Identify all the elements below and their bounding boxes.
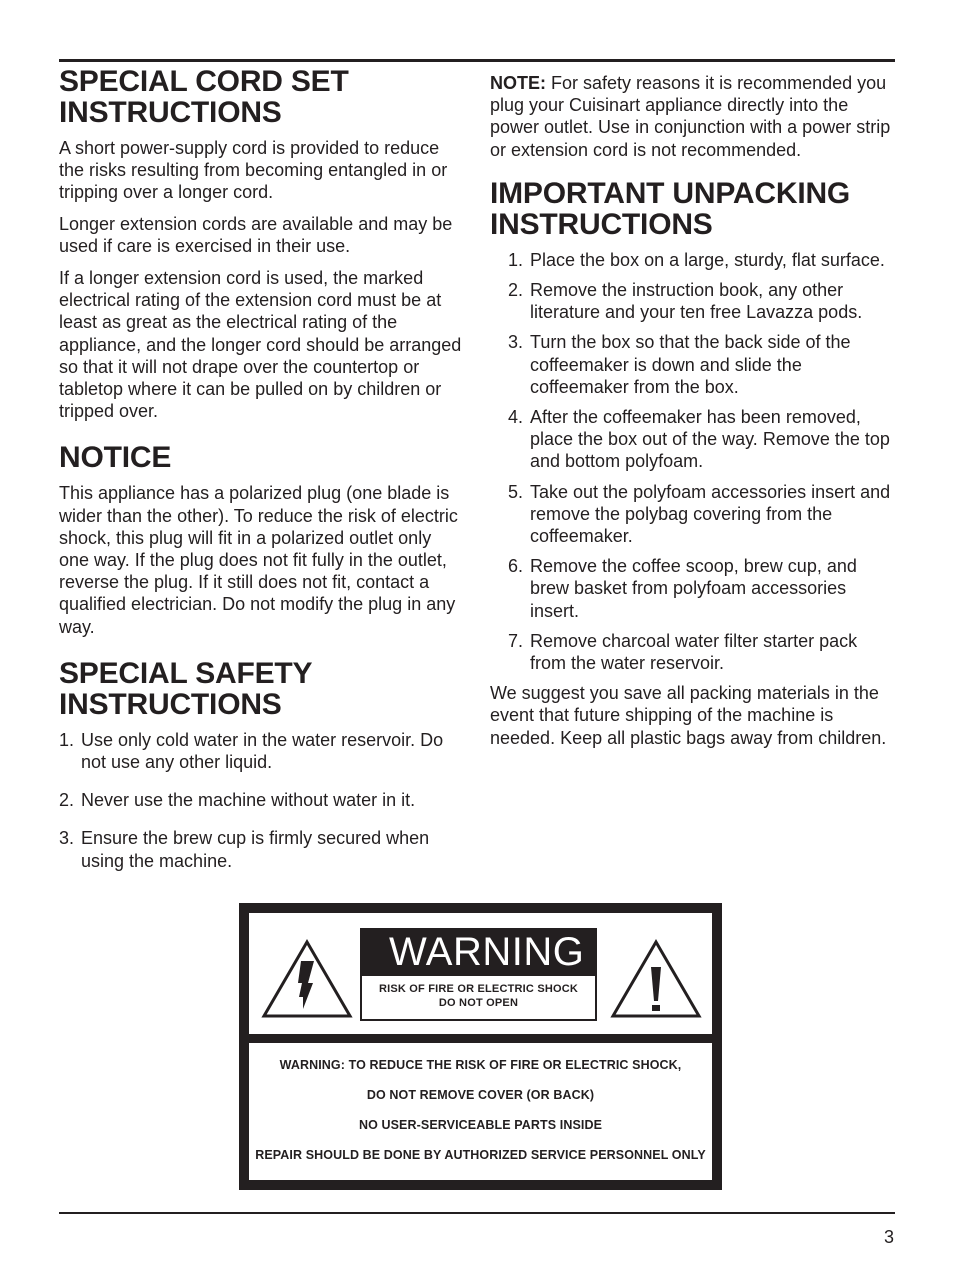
item-number: 2. — [59, 790, 75, 811]
safety-list — [59, 729, 464, 872]
notice-heading: NOTICE — [59, 441, 172, 475]
cord-heading: SPECIAL CORD SET INSTRUCTIONS — [59, 65, 349, 129]
item-text: Remove the instruction book, any other literature and your ten free Lavazza pods. — [530, 280, 863, 323]
cord-section — [59, 66, 464, 422]
item-number: 3. — [508, 332, 524, 353]
warning-label — [239, 903, 722, 1190]
warning-line: NO USER-SERVICEABLE PARTS INSIDE — [358, 1118, 603, 1132]
note-text: For safety reasons it is recommended you plug your Cuisinart appliance directly into the power outlet. Use in conjunction with a power strip or extension cord is not recommended. — [490, 73, 891, 160]
item-text: Never use the machine without water in it. — [81, 790, 416, 811]
item-text: Turn the box so that the back side of the coffeemaker is down and slide the coffeemaker from the box. — [530, 332, 851, 397]
unpacking-heading: IMPORTANT UNPACKING INSTRUCTIONS — [490, 176, 851, 241]
item-text: Place the box on a large, sturdy, flat surface. — [530, 249, 885, 270]
cord-paragraph-2: Longer extension cords are available and may be used if care is exercised in their use. — [59, 214, 453, 257]
list-item — [508, 406, 895, 473]
page-number: 3 — [883, 1227, 894, 1247]
left-column — [59, 66, 464, 888]
safety-heading: SPECIAL SAFETY INSTRUCTIONS — [59, 656, 312, 721]
list-item — [59, 827, 464, 871]
item-number: 5. — [508, 481, 524, 502]
item-number: 2. — [508, 280, 524, 301]
warning-subtitle-line-2: DO NOT OPEN — [438, 997, 519, 1009]
notice-paragraph: This appliance has a polarized plug (one blade is wider than the other). To reduce the risk of electric shock, this plug will fit in a polarized outlet only one way. If the plug does not fit fully in the outlet, reverse the plug. If it still does not fit, contact a qualified electrician. Do not modify the plug in any way. — [59, 483, 458, 637]
lightning-bolt-triangle-icon — [261, 939, 353, 1019]
item-text: Remove the coffee scoop, brew cup, and brew basket from polyfoam accessories insert. — [530, 556, 857, 621]
list-item — [508, 481, 895, 548]
item-number: 7. — [508, 630, 524, 651]
warning-title-box — [360, 928, 597, 1021]
item-number: 3. — [59, 828, 75, 849]
list-item — [508, 279, 895, 323]
list-item — [508, 331, 895, 398]
list-item — [508, 555, 895, 622]
item-text: Remove charcoal water filter starter pack from the water reservoir. — [530, 630, 858, 674]
list-item — [508, 249, 895, 271]
safety-section — [59, 658, 464, 872]
warning-line: DO NOT REMOVE COVER (OR BACK) — [366, 1088, 595, 1102]
notice-section — [59, 442, 464, 637]
item-text: Take out the polyfoam accessories insert and remove the polybag covering from the coffeemaker. — [530, 481, 891, 547]
cord-paragraph-3: If a longer extension cord is used, the marked electrical rating of the extension cord must be at least as great as the electrical rating of the appliance, and the longer cord should be arranged so that it will not drape over the countertop or tabletop where it can be pulled on by children or tripped over. — [59, 268, 462, 422]
item-number: 1. — [508, 249, 524, 270]
exclamation-triangle-icon — [610, 939, 702, 1019]
warning-title: WARNING — [362, 930, 595, 976]
unpacking-list — [490, 249, 895, 674]
note-label: NOTE: — [490, 73, 546, 93]
item-number: 1. — [59, 729, 75, 750]
item-text: Ensure the brew cup is firmly secured when using the machine. — [81, 828, 430, 871]
closing-paragraph: We suggest you save all packing materials in the event that future shipping of the machine is needed. Keep all plastic bags away from children. — [490, 683, 887, 748]
note-paragraph — [490, 72, 895, 161]
bottom-rule — [59, 1212, 895, 1214]
warning-subtitle — [362, 982, 595, 1010]
item-text: After the coffeemaker has been removed, place the box out of the way. Remove the top and bottom polyfoam. — [530, 407, 890, 472]
list-item — [508, 630, 895, 674]
unpacking-section — [490, 178, 895, 749]
item-number: 4. — [508, 407, 524, 428]
warning-line: REPAIR SHOULD BE DONE BY AUTHORIZED SERVICE PERSONNEL ONLY — [255, 1148, 706, 1162]
top-rule — [59, 59, 895, 62]
list-item — [59, 789, 464, 811]
item-number: 6. — [508, 556, 524, 577]
warning-label-upper — [249, 913, 712, 1034]
warning-label-lower — [249, 1043, 712, 1180]
item-text: Use only cold water in the water reservoir. Do not use any other liquid. — [81, 729, 444, 773]
list-item — [59, 729, 464, 773]
warning-subtitle-line-1: RISK OF FIRE OR ELECTRIC SHOCK — [378, 983, 579, 995]
cord-paragraph-1: A short power-supply cord is provided to reduce the risks resulting from becoming entangled in or tripping over a longer cord. — [59, 138, 448, 203]
warning-line: WARNING: TO REDUCE THE RISK OF FIRE OR ELECTRIC SHOCK, — [279, 1058, 682, 1072]
right-column — [490, 72, 895, 758]
